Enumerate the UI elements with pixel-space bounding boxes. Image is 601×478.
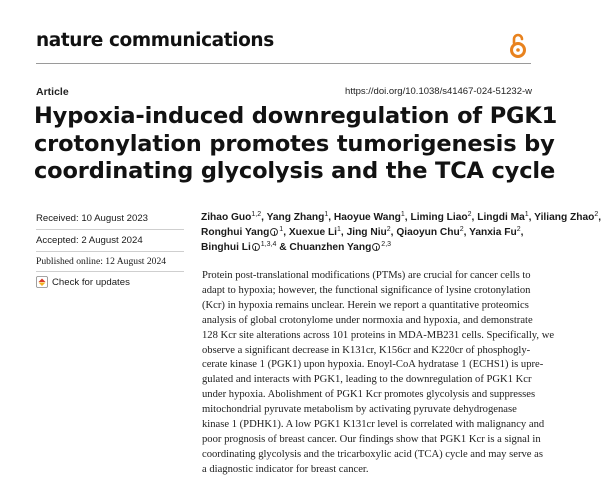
author-list (201, 210, 601, 255)
abstract-line: under hypoxia. Abolishment of PGK1 Kcr promotes glycolysis and suppresses (202, 389, 536, 401)
article-type: Article (36, 86, 69, 98)
header-divider (36, 63, 531, 64)
author-link[interactable] (347, 227, 391, 238)
author-name: Ronghui Yang (201, 227, 270, 238)
meta-divider (36, 271, 184, 272)
author-affiliation: 1,2 (251, 211, 262, 218)
author-link[interactable] (396, 227, 463, 238)
meta-divider (36, 229, 184, 230)
abstract-line: (Kcr) in hypoxia remains unclear. Herein we report a quantitative proteomics (202, 299, 529, 311)
author-affiliation: 1 (337, 226, 341, 233)
abstract-line: kinase 1 (PDHK1). A low PGK1 K131cr level is correlated with malignancy and (202, 419, 545, 431)
abstract-line: observe a significant decrease in K131cr, K156cr and K220cr of phosphogly- (202, 344, 531, 356)
abstract-line: analysis of global crotonylome under normoxia and hypoxia, and demonstrate (202, 314, 533, 326)
author-link[interactable] (334, 212, 405, 223)
abstract-line: Protein post-translational modifications (PTMs) are crucial for cancer cells to (202, 270, 531, 281)
abstract-line: gulated and interacts with PGK1, leading to the downregulation of PGK1 Kcr (202, 374, 532, 386)
author-separator: , (390, 227, 397, 238)
abstract-line: coordinating glycolysis and the tricarboxylic acid (TCA) cycle and may serve as (202, 448, 543, 460)
open-access-lock-icon (508, 31, 528, 59)
author-name: Yanxia Fu (469, 227, 517, 238)
doi-link[interactable]: https://doi.org/10.1038/s41467-024-51232-w (345, 86, 532, 97)
author-link[interactable] (267, 212, 329, 223)
author-line (201, 210, 601, 225)
author-link[interactable] (469, 227, 520, 238)
author-name: Liming Liao (410, 212, 468, 223)
author-separator: & (276, 242, 290, 253)
author-line (201, 225, 541, 240)
author-separator: , (283, 227, 289, 238)
author-affiliation: 2 (459, 226, 464, 233)
received-date: Received: 10 August 2023 (36, 213, 149, 224)
abstract-line: a diagnostic indicator for breast cancer. (202, 463, 369, 475)
author-link[interactable] (201, 242, 276, 253)
author-separator: , (463, 227, 470, 238)
author-name: Yang Zhang (266, 212, 325, 223)
author-link[interactable] (201, 212, 261, 223)
journal-name[interactable]: nature communications (36, 30, 274, 51)
author-name: Jing Niu (346, 227, 387, 238)
article-title (34, 103, 558, 186)
author-name: Haoyue Wang (333, 212, 401, 223)
abstract (202, 269, 555, 478)
author-name: Yiliang Zhao (534, 212, 595, 223)
author-separator: , (404, 212, 411, 223)
author-name: Lingdi Ma (477, 212, 525, 223)
author-affiliation: 2 (516, 226, 521, 233)
author-affiliation: 2,3 (381, 241, 392, 248)
orcid-icon[interactable] (252, 243, 260, 251)
author-separator: , (598, 212, 601, 223)
author-affiliation: 1 (400, 211, 405, 218)
author-name: Qiaoyun Chu (396, 227, 460, 238)
check-for-updates-label: Check for updates (52, 276, 130, 288)
orcid-icon[interactable] (270, 228, 278, 236)
author-affiliation: 1 (279, 226, 284, 233)
published-date: Published online: 12 August 2024 (36, 256, 167, 267)
author-separator: , (261, 212, 267, 223)
author-link[interactable] (410, 212, 471, 223)
author-name: Binghui Li (201, 242, 251, 253)
author-affiliation: 1 (324, 211, 329, 218)
orcid-icon[interactable] (372, 243, 380, 251)
author-separator: , (528, 212, 535, 223)
author-separator: , (471, 212, 478, 223)
author-link[interactable] (534, 212, 598, 223)
author-name: Zihao Guo (201, 212, 252, 223)
author-affiliation: 2 (467, 211, 472, 218)
check-for-updates-button[interactable] (36, 276, 130, 288)
author-link[interactable] (201, 227, 283, 238)
author-separator: , (520, 227, 524, 238)
author-name: Chuanzhen Yang (289, 242, 372, 253)
author-link[interactable] (289, 227, 341, 238)
author-affiliation: 1 (524, 211, 529, 218)
accepted-date: Accepted: 2 August 2024 (36, 235, 143, 246)
abstract-line: cerate kinase 1 (PGK1) upon hypoxia. Enoyl-CoA hydratase 1 (ECHS1) is upre- (202, 359, 544, 371)
meta-divider (36, 251, 184, 252)
author-affiliation: 1,3,4 (260, 241, 277, 248)
abstract-line: mitochondrial pyruvate metabolism by activating pyruvate dehydrogenase (202, 404, 517, 416)
author-separator: , (340, 227, 347, 238)
check-for-updates-icon (36, 276, 48, 288)
author-link[interactable] (289, 242, 391, 253)
title-line: Hypoxia-induced downregulation of PGK1 (34, 103, 558, 129)
abstract-line: 128 Kcr site alterations across 101 proteins in MDA-MB231 cells. Specifically, we (202, 329, 555, 341)
author-name: Xuexue Li (288, 227, 337, 238)
title-line: crotonylation promotes tumorigenesis by (34, 130, 555, 157)
abstract-line: adapt to hypoxia; however, the functional significance of lysine crotonylation (202, 284, 531, 296)
author-affiliation: 2 (594, 211, 599, 218)
author-link[interactable] (477, 212, 528, 223)
author-affiliation: 2 (386, 226, 391, 233)
abstract-line: poor prognosis of breast cancer. Our findings show that PGK1 Kcr is a signal in (202, 433, 541, 445)
author-line (201, 240, 541, 255)
title-line: coordinating glycolysis and the TCA cycle (34, 158, 556, 184)
author-separator: , (328, 212, 334, 223)
